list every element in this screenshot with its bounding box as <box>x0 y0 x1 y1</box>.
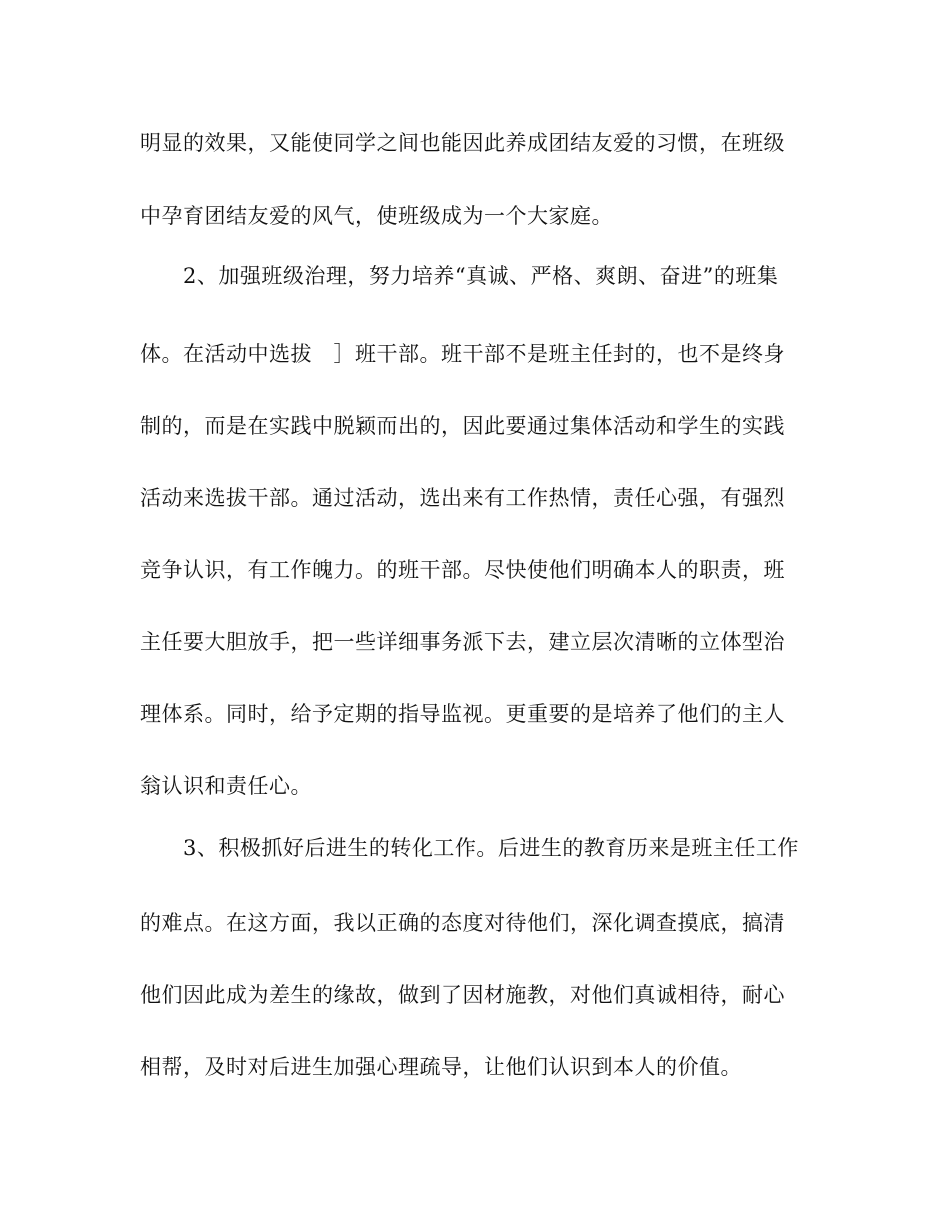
text-line: 制的，而是在实践中脱颖而出的，因此要通过集体活动和学生的实践 <box>140 414 785 438</box>
text-line: 主任要大胆放手，把一些详细事务派下去，建立层次清晰的立体型治 <box>140 630 785 654</box>
paragraph-start-line: 3、积极抓好后进生的转化工作。后进生的教育历来是班主任工作 <box>183 836 799 860</box>
text-line: 相帮，及时对后进生加强心理疏导，让他们认识到本人的价值。 <box>140 1055 742 1079</box>
text-line: 活动来选拔干部。通过活动，选出来有工作热情，责任心强，有强烈 <box>140 486 785 510</box>
text-line: 理体系。同时，给予定期的指导监视。更重要的是培养了他们的主人 <box>140 702 785 726</box>
text-line: 他们因此成为差生的缘故，做到了因材施教，对他们真诚相待，耐心 <box>140 983 785 1007</box>
text-line: 明显的效果，又能使同学之间也能因此养成团结友爱的习惯，在班级 <box>140 131 785 155</box>
text-line: 体。在活动中选拔 ］班干部。班干部不是班主任封的，也不是终身 <box>140 342 785 366</box>
text-line: 中孕育团结友爱的风气，使班级成为一个大家庭。 <box>140 204 613 228</box>
text-line: 的难点。在这方面，我以正确的态度对待他们，深化调查摸底，搞清 <box>140 911 785 935</box>
text-line: 翁认识和责任心。 <box>140 774 312 798</box>
paragraph-start-line: 2、加强班级治理，努力培养“真诚、严格、爽朗、奋进”的班集 <box>183 264 779 288</box>
text-line: 竞争认识，有工作魄力。的班干部。尽快使他们明确本人的职责，班 <box>140 558 785 582</box>
